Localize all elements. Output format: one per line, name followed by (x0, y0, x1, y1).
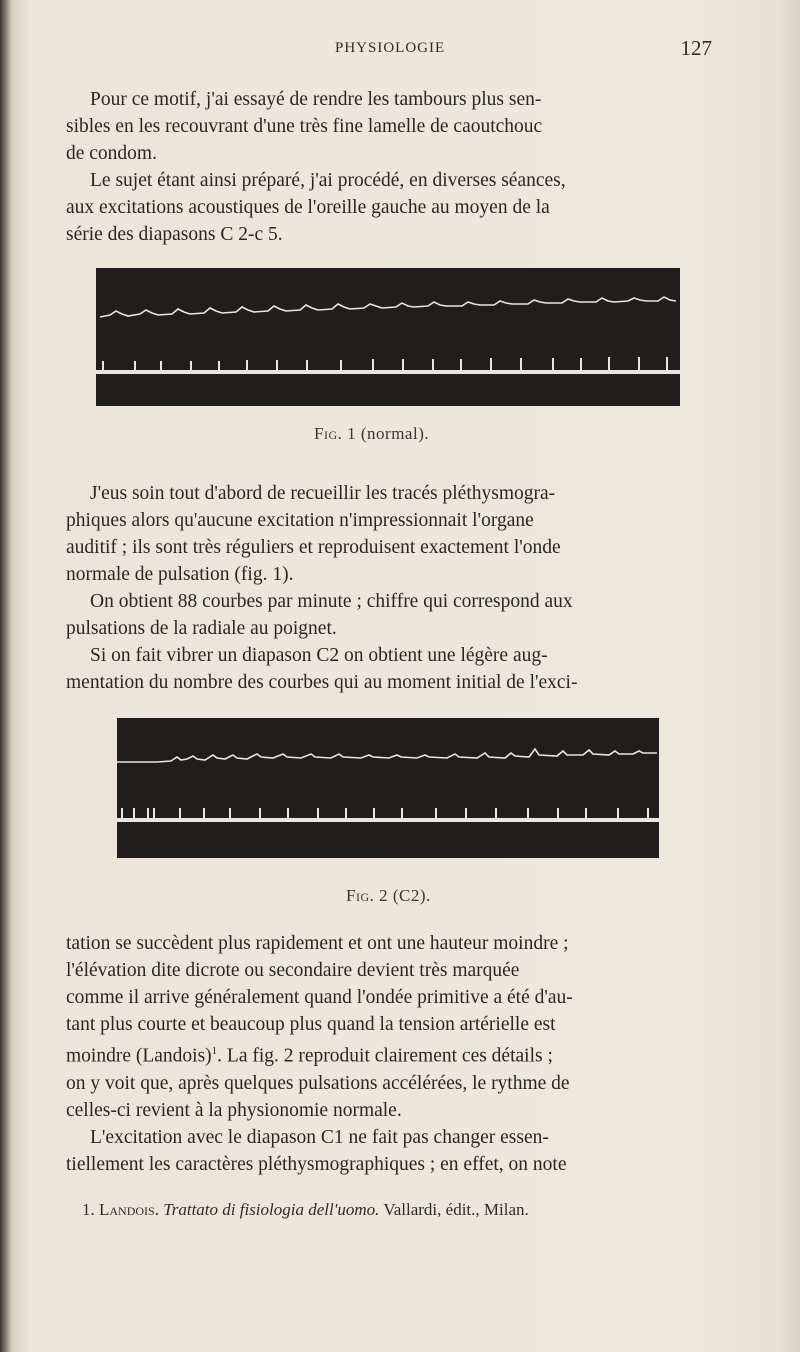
text-line: l'élévation dite dicrote ou secondaire devient très marquée (66, 960, 520, 981)
paragraph-3 (66, 480, 716, 588)
caption-label: Fig. (346, 886, 375, 905)
text-line: phiques alors qu'aucune excitation n'impressionnait l'organe (66, 510, 534, 531)
text-line: de condom. (66, 143, 157, 164)
text-line: L'excitation avec le diapason C1 ne fait pas changer essen- (90, 1127, 549, 1148)
figure-1-plethysmograph (96, 268, 680, 406)
figure-1-tracing (96, 268, 680, 406)
caption-label: Fig. (314, 424, 343, 443)
text-fragment: . La fig. 2 reproduit clairement ces détails ; (217, 1045, 553, 1067)
text-line: On obtient 88 courbes par minute ; chiffre qui correspond aux (90, 591, 573, 612)
text-line: tiellement les caractères pléthysmographiques ; en effet, on note (66, 1154, 567, 1175)
text-line: pulsations de la radiale au poignet. (66, 618, 337, 639)
figure-2-plethysmograph (117, 718, 659, 858)
paragraph-6 (66, 930, 716, 1124)
text-line: aux excitations acoustiques de l'oreille gauche au moyen de la (66, 197, 550, 218)
paragraph-1 (66, 86, 716, 167)
text-line: tant plus courte et beaucoup plus quand la tension artérielle est (66, 1014, 556, 1035)
page-number: 127 (680, 36, 712, 60)
text-line: sibles en les recouvrant d'une très fine lamelle de caoutchouc (66, 116, 543, 137)
caption-text: 2 (C2). (379, 886, 431, 905)
paragraph-5 (66, 642, 716, 696)
figure-1-caption (314, 424, 429, 444)
text-line: J'eus soin tout d'abord de recueillir les tracés pléthysmogra- (90, 483, 556, 504)
text-fragment: moindre (Landois) (66, 1045, 212, 1067)
text-line: on y voit que, après quelques pulsations accélérées, le rythme de (66, 1072, 570, 1094)
paragraph-4 (66, 588, 716, 642)
time-baseline (96, 370, 680, 374)
figure-2-caption (346, 886, 431, 906)
paragraph-2 (66, 167, 716, 248)
footnote (82, 1200, 529, 1220)
paragraph-7 (66, 1124, 716, 1178)
text-line: tation se succèdent plus rapidement et ont une hauteur moindre ; (66, 933, 569, 954)
text-line: comme il arrive généralement quand l'ondée primitive a été d'au- (66, 987, 573, 1008)
text-line: Pour ce motif, j'ai essayé de rendre les tambours plus sen- (90, 89, 542, 110)
text-line: normale de pulsation (fig. 1). (66, 564, 294, 585)
caption-text: 1 (normal). (347, 424, 430, 443)
text-line: Si on fait vibrer un diapason C2 on obtient une légère aug- (90, 645, 548, 666)
text-line (66, 1038, 716, 1070)
running-head: PHYSIOLOGIE (335, 40, 446, 56)
text-line: mentation du nombre des courbes qui au moment initial de l'exci- (66, 672, 578, 693)
footnote-author: Landois. (99, 1200, 159, 1219)
footnote-ref: 1 (211, 1045, 218, 1057)
text-line: série des diapasons C 2-c 5. (66, 224, 283, 245)
time-baseline (117, 818, 659, 822)
text-line: auditif ; ils sont très réguliers et reproduisent exactement l'onde (66, 537, 561, 558)
page-header (92, 36, 712, 66)
footnote-number: 1. (82, 1200, 95, 1219)
footnote-publisher: Vallardi, édit., Milan. (383, 1200, 529, 1219)
text-line: Le sujet étant ainsi préparé, j'ai procédé, en diverses séances, (90, 170, 566, 191)
footnote-title: Trattato di fisiologia dell'uomo. (163, 1200, 380, 1219)
figure-2-tracing (117, 718, 659, 858)
text-line: celles-ci revient à la physionomie normale. (66, 1099, 402, 1121)
